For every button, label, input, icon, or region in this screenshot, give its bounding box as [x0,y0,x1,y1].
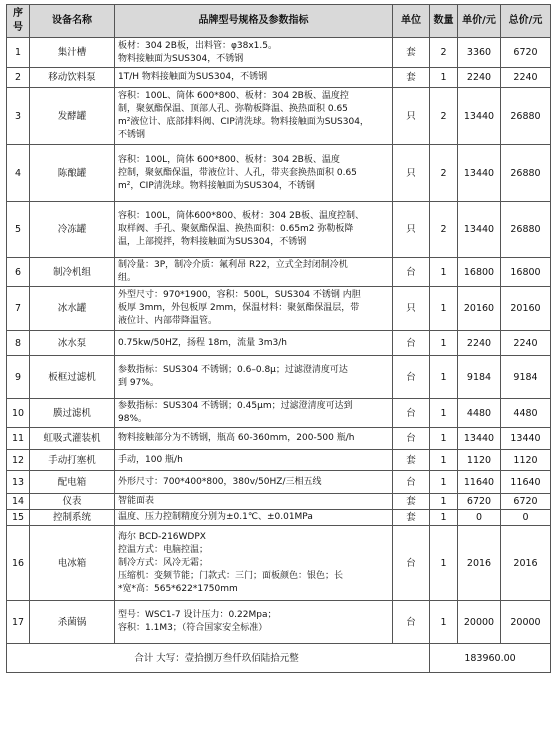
cell-name: 配电箱 [30,471,115,494]
equipment-quotation-table [6,4,551,673]
cell-seq: 8 [7,331,30,356]
cell-price: 20160 [458,287,501,331]
table-row [7,258,551,287]
table-row [7,526,551,601]
cell-unit: 套 [393,68,430,88]
table-row [7,428,551,450]
cell-name: 控制系统 [30,510,115,526]
table-row [7,38,551,68]
cell-spec [115,526,393,601]
spec-line: 控制，聚氨酯保温，带液位计、人孔，带夹套换热面积 0.65 [118,167,357,178]
cell-spec [115,38,393,68]
header-price: 单价/元 [458,5,501,38]
header-row [7,5,551,38]
spec-line: 板材：304 2B板，出料管：φ38x1.5。 [118,40,277,51]
header-seq: 序号 [7,5,30,38]
cell-total: 2240 [501,68,551,88]
cell-spec [115,68,393,88]
spec-line: m²液位计、底部排料阀、CIP清洗球。物料接触面为SUS304， [118,117,369,127]
table-row [7,450,551,471]
cell-name: 冰水泵 [30,331,115,356]
spec-line: 制冷量：3P，制冷介质：氟利昂 R22，立式全封闭制冷机 [118,260,348,270]
cell-seq: 12 [7,450,30,471]
cell-unit: 套 [393,510,430,526]
cell-seq: 5 [7,202,30,258]
cell-qty: 1 [430,428,458,450]
cell-total: 20000 [501,601,551,644]
cell-spec [115,202,393,258]
spec-line: 不锈钢 [118,130,146,140]
total-label: 合计 大写：壹拾捌万叁仟玖佰陆拾元整 [7,644,430,673]
cell-price: 20000 [458,601,501,644]
spec-line: 外形尺寸：700*400*800，380v/50HZ/三相五线 [118,476,322,487]
cell-unit: 只 [393,145,430,202]
cell-spec [115,356,393,399]
cell-price: 4480 [458,399,501,428]
spec-line: 组。 [118,273,137,283]
spec-line: 参数指标：SUS304 不锈钢；0.6–0.8μ；过滤澄清度可达 [118,365,348,375]
cell-total: 0 [501,510,551,526]
cell-unit: 台 [393,428,430,450]
cell-qty: 1 [430,258,458,287]
cell-spec [115,331,393,356]
spec-line: 外型尺寸：970*1900，容积：500L，SUS304 不锈钢 内胆 [118,290,361,300]
cell-total: 13440 [501,428,551,450]
spec-line: 温，上部搅拌，物料接触面为SUS304，不锈钢 [118,237,307,247]
cell-qty: 1 [430,601,458,644]
cell-total: 26880 [501,88,551,145]
cell-seq: 16 [7,526,30,601]
cell-seq: 6 [7,258,30,287]
spec-line: m²，CIP清洗球。物料接触面为SUS304，不锈钢 [118,180,315,191]
cell-seq: 11 [7,428,30,450]
cell-total: 26880 [501,145,551,202]
cell-seq: 17 [7,601,30,644]
spec-line: 控温方式：电脑控温； [118,544,209,555]
cell-unit: 只 [393,287,430,331]
header-unit: 单位 [393,5,430,38]
table-row [7,331,551,356]
cell-unit: 台 [393,356,430,399]
cell-name: 手动打塞机 [30,450,115,471]
cell-seq: 1 [7,38,30,68]
cell-qty: 1 [430,450,458,471]
table-row [7,399,551,428]
spec-line: 板厚 3mm，外包板厚 2mm，保温材料：聚氨酯保温层，带 [118,303,360,313]
cell-spec [115,510,393,526]
table-row [7,356,551,399]
quotation-table-container [6,4,550,673]
spec-line: 制冷方式：风冷无霜； [118,557,209,568]
cell-name: 仪表 [30,494,115,510]
cell-name: 集汁槽 [30,38,115,68]
cell-spec [115,450,393,471]
cell-total: 6720 [501,38,551,68]
table-row [7,202,551,258]
cell-spec [115,399,393,428]
cell-name: 虹吸式灌装机 [30,428,115,450]
cell-spec [115,601,393,644]
total-row [7,644,551,673]
cell-price: 16800 [458,258,501,287]
spec-line: 取样阀、手孔、聚氨酯保温、换热面积：0.65m2 弥勒板降 [118,224,354,234]
cell-unit: 套 [393,38,430,68]
cell-seq: 4 [7,145,30,202]
cell-name: 杀菌锅 [30,601,115,644]
cell-unit: 只 [393,202,430,258]
cell-total: 16800 [501,258,551,287]
cell-unit: 台 [393,526,430,601]
cell-qty: 2 [430,202,458,258]
cell-qty: 1 [430,356,458,399]
header-qty: 数量 [430,5,458,38]
cell-name: 陈酿罐 [30,145,115,202]
cell-price: 11640 [458,471,501,494]
header-total: 总价/元 [501,5,551,38]
cell-qty: 1 [430,494,458,510]
cell-unit: 套 [393,450,430,471]
spec-line: 智能面表 [118,496,155,506]
cell-price: 13440 [458,202,501,258]
cell-seq: 14 [7,494,30,510]
cell-seq: 15 [7,510,30,526]
cell-seq: 9 [7,356,30,399]
cell-price: 9184 [458,356,501,399]
cell-name: 冷冻罐 [30,202,115,258]
spec-line: 物料接触面为SUS304，不锈钢 [118,53,244,64]
cell-name: 膜过滤机 [30,399,115,428]
cell-spec [115,494,393,510]
cell-total: 1120 [501,450,551,471]
cell-total: 20160 [501,287,551,331]
cell-spec [115,428,393,450]
cell-unit: 台 [393,471,430,494]
table-row [7,510,551,526]
cell-name: 板框过滤机 [30,356,115,399]
cell-price: 13440 [458,88,501,145]
spec-line: 容积：100L，筒体600*800、板材：304 2B板、温度控制、 [118,211,364,221]
cell-price: 13440 [458,428,501,450]
cell-unit: 台 [393,258,430,287]
spec-line: 容积：100L，筒体 600*800、板材：304 2B板、温度 [118,154,340,165]
cell-name: 移动饮料泵 [30,68,115,88]
cell-qty: 1 [430,526,458,601]
cell-price: 2240 [458,331,501,356]
cell-qty: 2 [430,145,458,202]
table-row [7,68,551,88]
cell-name: 制冷机组 [30,258,115,287]
cell-price: 13440 [458,145,501,202]
spec-line: 型号：WSC1-7 设计压力：0.22Mpa； [118,610,277,620]
spec-line: 容积：100L、筒体 600*800、板材：304 2B板、温度控 [118,91,349,101]
cell-total: 11640 [501,471,551,494]
spec-line: 到 97%。 [118,378,159,388]
cell-total: 2016 [501,526,551,601]
cell-name: 电冰箱 [30,526,115,601]
cell-total: 4480 [501,399,551,428]
cell-price: 2240 [458,68,501,88]
cell-spec [115,471,393,494]
cell-total: 6720 [501,494,551,510]
table-row [7,601,551,644]
spec-line: 参数指标：SUS304 不锈钢；0.45μm；过滤澄清度可达到 [118,401,353,411]
cell-spec [115,287,393,331]
spec-line: 1T/H 物料接触面为SUS304，不锈钢 [118,72,268,82]
cell-seq: 13 [7,471,30,494]
cell-qty: 1 [430,68,458,88]
cell-seq: 2 [7,68,30,88]
cell-seq: 10 [7,399,30,428]
spec-line: *宽*高：565*622*1750mm [118,583,238,594]
spec-line: 温度、压力控制精度分别为±0.1℃、±0.01MPa [118,512,313,522]
cell-name: 发酵罐 [30,88,115,145]
table-row [7,88,551,145]
spec-line: 液位计、内部带降温管。 [118,316,218,326]
spec-line: 手动，100 瓶/h [118,454,183,465]
cell-name: 冰水罐 [30,287,115,331]
spec-line: 物料接触部分为不锈钢，瓶高 60-360mm，200-500 瓶/h [118,433,355,443]
cell-qty: 2 [430,38,458,68]
cell-unit: 套 [393,494,430,510]
cell-total: 2240 [501,331,551,356]
cell-unit: 台 [393,331,430,356]
cell-total: 26880 [501,202,551,258]
table-body [7,38,551,673]
cell-spec [115,88,393,145]
cell-qty: 1 [430,287,458,331]
header-spec: 品牌型号规格及参数指标 [115,5,393,38]
cell-spec [115,258,393,287]
spec-line: 压缩机：变频节能；门款式：三门；面板颜色：银色；长 [118,570,344,581]
cell-spec [115,145,393,202]
spec-line: 0.75kw/50HZ，扬程 18m，流量 3m3/h [118,337,287,348]
table-row [7,471,551,494]
cell-qty: 1 [430,331,458,356]
cell-price: 0 [458,510,501,526]
total-amount: 183960.00 [430,644,551,673]
cell-seq: 7 [7,287,30,331]
spec-line: 制，聚氨酯保温、顶部人孔、弥勒板降温、换热面积 0.65 [118,104,348,114]
spec-line: 98%。 [118,414,148,424]
table-row [7,287,551,331]
table-row [7,145,551,202]
cell-unit: 台 [393,601,430,644]
cell-qty: 1 [430,399,458,428]
cell-unit: 只 [393,88,430,145]
table-row [7,494,551,510]
spec-line: 容积：1.1M3；（符合国家安全标准） [118,623,268,633]
cell-seq: 3 [7,88,30,145]
cell-price: 1120 [458,450,501,471]
cell-qty: 2 [430,88,458,145]
cell-qty: 1 [430,471,458,494]
cell-unit: 台 [393,399,430,428]
cell-price: 6720 [458,494,501,510]
cell-qty: 1 [430,510,458,526]
cell-total: 9184 [501,356,551,399]
spec-line: 海尔 BCD-216WDPX [118,531,206,542]
cell-price: 3360 [458,38,501,68]
header-name: 设备名称 [30,5,115,38]
cell-price: 2016 [458,526,501,601]
